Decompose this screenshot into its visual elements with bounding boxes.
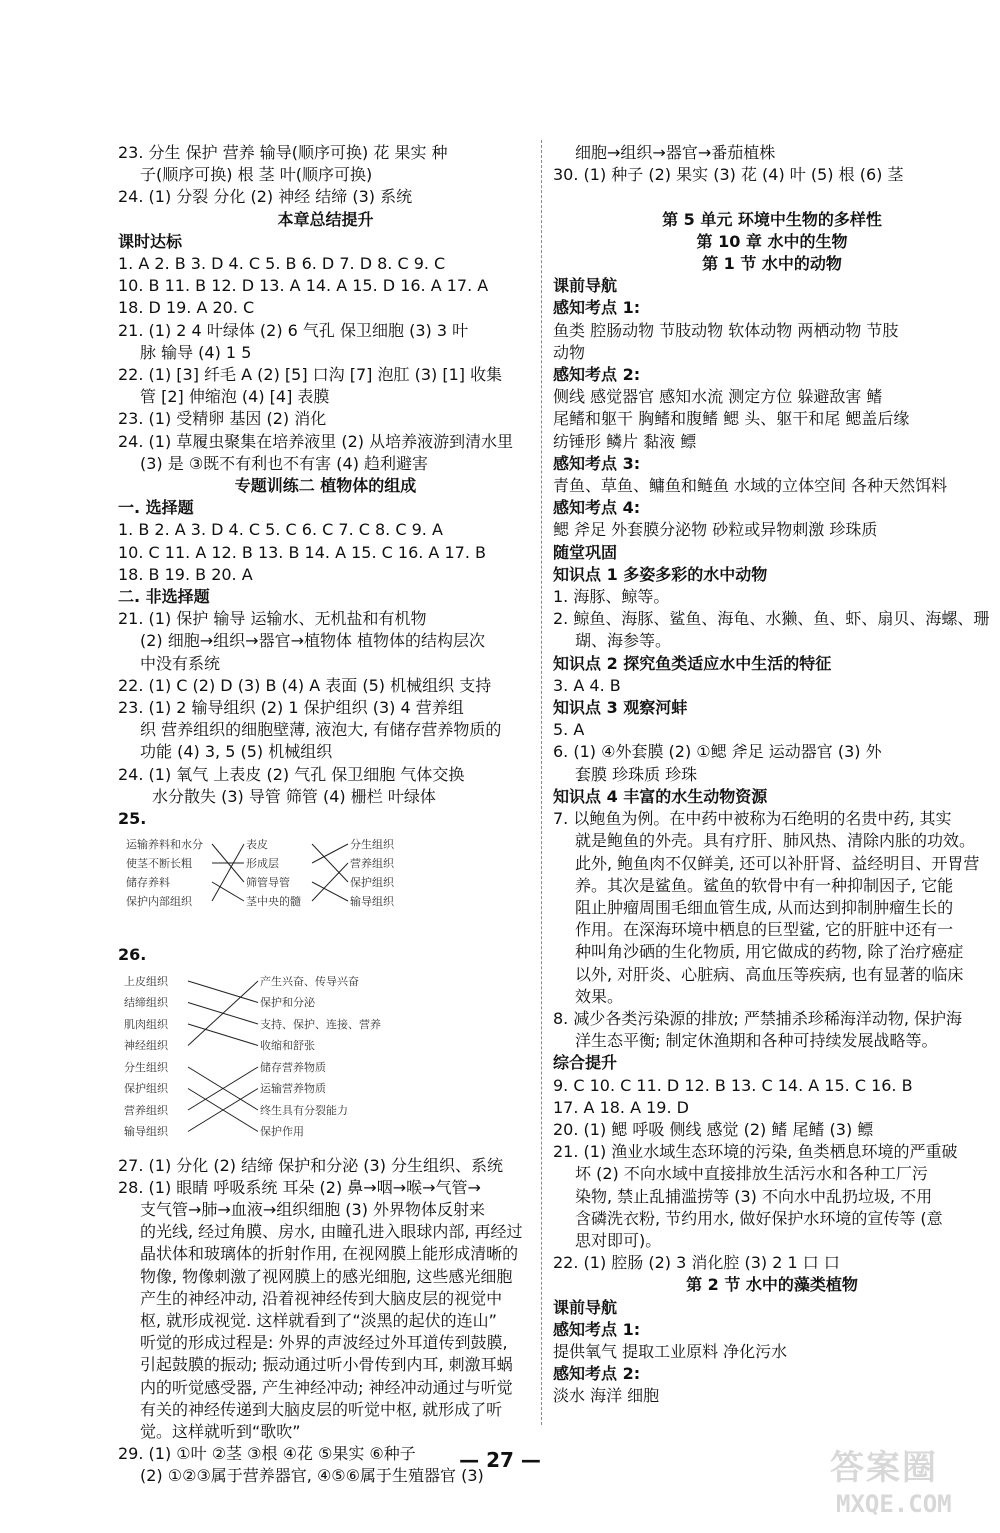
- right-line: 作用。在深海环境中栖息的巨型鲨, 它的肝脏中还有一: [575, 920, 954, 940]
- right-line: 套膜 珍珠质 珍珠: [575, 764, 698, 784]
- left-line: 23. (1) 2 输导组织 (2) 1 保护组织 (3) 4 营养组: [118, 698, 464, 718]
- right-line: 3. A 4. B: [553, 675, 621, 695]
- right-line: 效果。: [575, 986, 624, 1006]
- match26-left-label: 分生组织: [124, 1060, 168, 1074]
- left-line: 水分散失 (3) 导管 筛管 (4) 栅栏 叶绿体: [152, 786, 436, 806]
- right-line: 思对即可)。: [575, 1230, 662, 1250]
- right-line: 养。其次是鲨鱼。鲨鱼的软骨中有一种抑制因子, 它能: [575, 875, 954, 895]
- right-line: 感知考点 3:: [553, 453, 641, 473]
- right-line: 知识点 4 丰富的水生动物资源: [553, 786, 768, 806]
- match25-link: [312, 882, 348, 901]
- right-line: 种叫角沙硒的生化物质, 用它做成的药物, 除了治疗癌症: [575, 942, 964, 962]
- left-line: 29. (1) ①叶 ②茎 ③根 ④花 ⑤果实 ⑥种子: [118, 1444, 416, 1464]
- right-line: 第 5 单元 环境中生物的多样性: [662, 209, 882, 229]
- left-line: 18. B 19. B 20. A: [118, 564, 253, 584]
- left-line: 21. (1) 2 4 叶绿体 (2) 6 气孔 保卫细胞 (3) 3 叶: [118, 320, 469, 340]
- right-line: 5. A: [553, 720, 585, 740]
- left-line: (2) ①②③属于营养器官, ④⑤⑥属于生殖器官 (3): [140, 1466, 484, 1486]
- match26-left-label: 输导组织: [124, 1125, 168, 1138]
- right-line: 动物: [553, 342, 586, 362]
- right-line: 课前导航: [553, 1297, 618, 1317]
- left-line: 产生的神经冲动, 沿着视神经传到大脑皮层的视觉中: [140, 1288, 503, 1308]
- match25-left-label: 储存养料: [126, 876, 170, 890]
- right-line: 2. 鲸鱼、海豚、鲨鱼、海龟、水獭、鱼、虾、扇贝、海螺、珊: [553, 609, 990, 629]
- match26-left-label: 肌肉组织: [124, 1017, 168, 1031]
- left-line: 功能 (4) 3, 5 (5) 机械组织: [140, 742, 333, 762]
- matching-diagram-26: [120, 969, 533, 1151]
- match25-lines: [120, 832, 420, 932]
- right-line: 坏 (2) 不向水域中直接排放生活污水和各种工厂污: [575, 1164, 928, 1184]
- right-line: 8. 减少各类污染源的排放; 严禁捕杀珍稀海洋动物, 保护海: [553, 1008, 963, 1028]
- left-line: 一. 选择题: [118, 498, 194, 518]
- match26-left-label: 结缔组织: [124, 996, 168, 1009]
- right-line: 9. C 10. C 11. D 12. B 13. C 14. A 15. C 16. B: [553, 1075, 913, 1095]
- left-line: 内的听觉感受器, 产生神经冲动; 神经冲动通过与听觉: [140, 1377, 513, 1397]
- right-line: 洋生态平衡; 制定休渔期和各种可持续发展战略等。: [575, 1031, 938, 1051]
- left-line: 中没有系统: [140, 653, 221, 673]
- match25-left-label: 使茎不断长粗: [126, 857, 192, 871]
- match25-right-label: 营养组织: [350, 857, 394, 871]
- left-line: 26.: [118, 945, 147, 965]
- left-line: 物像, 物像刺激了视网膜上的感光细胞, 这些感光细胞: [140, 1266, 513, 1286]
- right-line: 以外, 对肝炎、心脏病、高血压等疾病, 也有显著的临床: [575, 964, 964, 984]
- right-line: 感知考点 4:: [553, 498, 641, 518]
- match26-right-label: 储存营养物质: [260, 1060, 326, 1074]
- right-line: 瑚、海参等。: [575, 631, 672, 651]
- left-line: 的光线, 经过角膜、房水, 由瞳孔进入眼球内部, 再经过: [140, 1222, 523, 1242]
- right-line: 知识点 2 探究鱼类适应水中生活的特征: [553, 653, 832, 673]
- right-line: 7. 以鲍鱼为例。在中药中被称为石绝明的名贵中药, 其实: [553, 809, 952, 829]
- left-line: 脉 输导 (4) 1 5: [140, 342, 252, 362]
- right-line: 第 2 节 水中的藻类植物: [686, 1275, 858, 1295]
- right-column: [553, 142, 991, 1408]
- match26-link: [188, 981, 258, 1046]
- right-line: 就是鲍鱼的外壳。具有疗肝、肺风热、清除内胀的功效。: [575, 831, 976, 851]
- left-line: 1. A 2. B 3. D 4. C 5. B 6. D 7. D 8. C 9. C: [118, 254, 446, 274]
- match26-right-label: 运输营养物质: [260, 1082, 326, 1095]
- match25-mid-label: 形成层: [246, 857, 279, 871]
- left-line: 支气管→肺→血液→组织细胞 (3) 外界物体反射来: [140, 1199, 486, 1219]
- match25-mid-label: 表皮: [246, 838, 268, 852]
- left-line: 24. (1) 氧气 上表皮 (2) 气孔 保卫细胞 气体交换: [118, 764, 465, 784]
- left-line: 引起鼓膜的振动; 振动通过听小骨传到内耳, 刺激耳蜗: [140, 1355, 513, 1375]
- right-line: 尾鳍和躯干 胸鳍和腹鳍 鳃 头、躯干和尾 鳃盖后缘: [553, 409, 910, 429]
- right-line: 22. (1) 腔肠 (2) 3 消化腔 (3) 2 1 口 口: [553, 1253, 840, 1273]
- watermark-title: 答案圈: [830, 1448, 938, 1488]
- right-line: 21. (1) 渔业水域生态环境的污染, 鱼类栖息环境的严重破: [553, 1142, 958, 1162]
- right-line: 鳃 斧足 外套膜分泌物 砂粒或异物刺激 珍珠质: [553, 520, 878, 540]
- match25-left-label: 运输养料和水分: [126, 838, 203, 852]
- right-line: 第 1 节 水中的动物: [702, 254, 842, 274]
- right-line: 17. A 18. A 19. D: [553, 1097, 689, 1117]
- left-line: 10. B 11. B 12. D 13. A 14. A 15. D 16. A 17. A: [118, 276, 489, 296]
- match25-right-label: 分生组织: [350, 838, 394, 852]
- match26-left-label: 神经组织: [124, 1039, 168, 1052]
- left-line: 觉。这样就听到“歌吹”: [140, 1421, 301, 1441]
- left-line: (3) 是 ③既不有利也不有害 (4) 趋利避害: [140, 453, 429, 473]
- left-line: 23. (1) 受精卵 基因 (2) 消化: [118, 409, 327, 429]
- left-line: 本章总结提升: [277, 209, 374, 229]
- match25-left-label: 保护内部组织: [126, 895, 192, 909]
- right-line: 感知考点 1:: [553, 1319, 641, 1339]
- left-line: 1. B 2. A 3. D 4. C 5. C 6. C 7. C 8. C 9. A: [118, 520, 443, 540]
- left-line: 21. (1) 保护 输导 运输水、无机盐和有机物: [118, 609, 427, 629]
- left-line: 晶状体和玻璃体的折射作用, 在视网膜上能形成清晰的: [140, 1244, 519, 1264]
- right-line: 此外, 鲍鱼肉不仅鲜美, 还可以补肝肾、益经明目、开胃营: [575, 853, 980, 873]
- right-line: 1. 海豚、鲸等。: [553, 587, 670, 607]
- left-line: 24. (1) 分裂 分化 (2) 神经 结缔 (3) 系统: [118, 187, 413, 207]
- left-line: 二. 非选择题: [118, 587, 210, 607]
- right-line: 第 10 章 水中的生物: [696, 231, 848, 251]
- match26-link: [188, 1024, 258, 1046]
- left-line: 23. 分生 保护 营养 输导(顺序可换) 花 果实 种: [118, 143, 448, 162]
- left-column: [118, 142, 533, 1488]
- match25-link: [312, 863, 348, 901]
- left-line: 织 营养组织的细胞壁薄, 液泡大, 有储存营养物质的: [140, 720, 502, 740]
- match26-right-label: 终生具有分裂能力: [260, 1103, 348, 1117]
- right-line: 纺锤形 鳞片 黏液 鳔: [553, 431, 697, 451]
- right-line: 感知考点 2:: [553, 365, 641, 385]
- right-line: 阻止肿瘤周围毛细血管生成, 从而达到抑制肿瘤生长的: [575, 897, 954, 917]
- right-line: 随堂巩固: [553, 542, 618, 562]
- match25-right-label: 保护组织: [350, 876, 394, 890]
- match25-right-label: 输导组织: [350, 895, 394, 909]
- right-line: 感知考点 2:: [553, 1364, 641, 1384]
- left-line: 枢, 就形成视觉. 这样就看到了“淡黑的起伏的连山”: [140, 1310, 497, 1330]
- left-line: 10. C 11. A 12. B 13. B 14. A 15. C 16. A 17. B: [118, 542, 486, 562]
- watermark-logo: [830, 1440, 990, 1524]
- right-line: 鱼类 腔肠动物 节肢动物 软体动物 两栖动物 节肢: [553, 320, 899, 340]
- right-line: 细胞→组织→器官→番茄植株: [575, 143, 776, 162]
- match26-right-label: 收缩和舒张: [260, 1039, 315, 1052]
- watermark-url: MXQE.COM: [836, 1490, 952, 1518]
- right-line: 青鱼、草鱼、鳙鱼和鲢鱼 水域的立体空间 各种天然饵料: [553, 476, 948, 496]
- right-line: 染物, 禁止乱捕滥捞等 (3) 不向水中乱扔垃圾, 不用: [575, 1186, 933, 1206]
- match26-right-label: 保护和分泌: [260, 996, 315, 1009]
- right-line: 感知考点 1:: [553, 298, 641, 318]
- left-line: 有关的神经传递到大脑皮层的听觉中枢, 就形成了听: [140, 1399, 503, 1419]
- match26-right-label: 保护作用: [260, 1125, 304, 1138]
- match25-link: [312, 844, 348, 882]
- right-line: 30. (1) 种子 (2) 果实 (3) 花 (4) 叶 (5) 根 (6) 茎: [553, 165, 904, 185]
- right-line: 20. (1) 鳃 呼吸 侧线 感觉 (2) 鳍 尾鳍 (3) 鳔: [553, 1119, 874, 1139]
- match26-right-label: 支持、保护、连接、营养: [260, 1017, 381, 1031]
- column-divider: [541, 140, 542, 1425]
- right-line: 课前导航: [553, 276, 618, 296]
- left-line: 22. (1) C (2) D (3) B (4) A 表面 (5) 机械组织 支持: [118, 675, 492, 695]
- left-line: 专题训练二 植物体的组成: [234, 476, 417, 496]
- left-line: 24. (1) 草履虫聚集在培养液里 (2) 从培养液游到清水里: [118, 431, 514, 451]
- right-line: 侧线 感觉器官 感知水流 测定方位 躲避敌害 鳍: [553, 387, 883, 407]
- right-line: 知识点 1 多姿多彩的水中动物: [553, 564, 768, 584]
- match25-mid-label: 茎中央的髓: [246, 895, 301, 909]
- left-line: 18. D 19. A 20. C: [118, 298, 255, 318]
- left-line: 子(顺序可换) 根 茎 叶(顺序可换): [140, 165, 373, 185]
- match25-mid-label: 筛管导管: [246, 876, 290, 890]
- right-line: 淡水 海洋 细胞: [553, 1386, 660, 1406]
- match26-left-label: 营养组织: [124, 1103, 168, 1117]
- matching-diagram-25: [120, 832, 533, 940]
- left-line: 25.: [118, 809, 147, 829]
- match26-link: [188, 981, 258, 1003]
- left-line: 听觉的形成过程是: 外界的声波经过外耳道传到鼓膜,: [140, 1333, 508, 1353]
- match25-link: [312, 844, 348, 863]
- left-line: 27. (1) 分化 (2) 结缔 保护和分泌 (3) 分生组织、系统: [118, 1155, 504, 1175]
- right-line: 提供氧气 提取工业原料 净化污水: [553, 1341, 788, 1361]
- match26-right-label: 产生兴奋、传导兴奋: [260, 974, 359, 988]
- right-line: 知识点 3 观察河蚌: [553, 698, 688, 718]
- match26-left-label: 保护组织: [124, 1082, 168, 1095]
- right-line: 含磷洗衣粉, 节约用水, 做好保护水环境的宣传等 (意: [575, 1208, 943, 1228]
- match25-link: [212, 844, 244, 901]
- left-line: 课时达标: [118, 231, 183, 251]
- left-line: 管 [2] 伸缩泡 (4) [4] 表膜: [140, 387, 330, 407]
- match26-lines: [120, 969, 420, 1149]
- left-line: (2) 细胞→组织→器官→植物体 植物体的结构层次: [140, 631, 486, 651]
- left-line: 28. (1) 眼睛 呼吸系统 耳朵 (2) 鼻→咽→喉→气管→: [118, 1177, 481, 1197]
- left-line: 22. (1) [3] 纤毛 A (2) [5] 口沟 [7] 泡肛 (3) [1] 收集: [118, 365, 503, 385]
- right-line: [553, 186, 991, 208]
- match26-left-label: 上皮组织: [124, 974, 168, 988]
- right-line: 6. (1) ④外套膜 (2) ①鳃 斧足 运动器官 (3) 外: [553, 742, 882, 762]
- page-number: — 27 —: [459, 1448, 541, 1472]
- right-line: 综合提升: [553, 1053, 618, 1073]
